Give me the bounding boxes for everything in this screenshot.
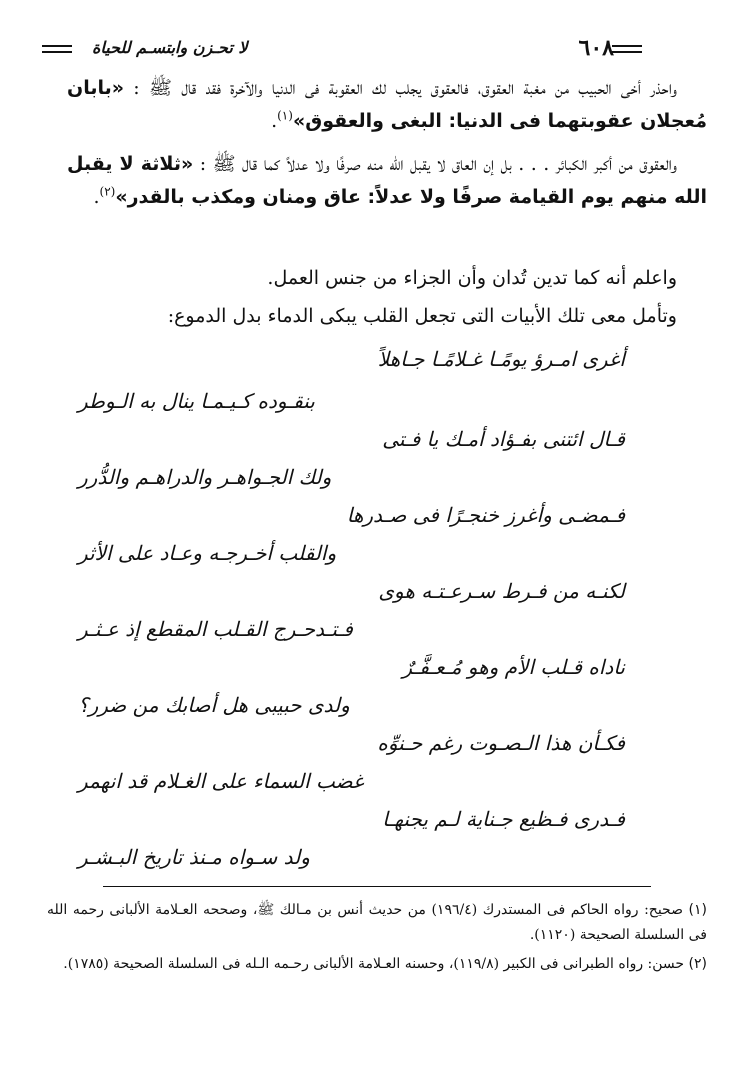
page-header xyxy=(42,34,642,68)
poem-line: لكنـه من فـرط سـرعـتـه هوى xyxy=(378,579,625,603)
poem-line: أغرى امـرؤ يومًـا غـلامًـا جـاهلاً xyxy=(377,347,625,371)
poem-line: فـتـدحـرج القـلب المقطع إذ عـثـر xyxy=(78,617,353,641)
poem-line: بنقـوده كـيـمـا ينال به الـوطر xyxy=(78,389,315,413)
poem-line: والقلب أخـرجـه وعـاد على الأثر xyxy=(78,541,337,565)
paragraph-4 xyxy=(67,300,707,333)
poem-line: قـال ائتنى بفـؤاد أمـك يا فـتى xyxy=(382,427,625,451)
paragraph-3-text: واعلم أنه كما تدين تُدان وأن الجزاء من جنس العمل. xyxy=(267,267,677,289)
footnote-1 xyxy=(47,898,707,948)
footnote-text: صحيح: رواه الحاكم فى المستدرك (١٩٦/٤) من حديث أنس بن مـالك ﷺ، وصححه العـلامة الألبانى رحمه الله فى السلسلة الصحيحة (١١٢٠). xyxy=(47,902,707,943)
footnote-divider xyxy=(103,886,651,887)
running-title: لا تحـزن وابتسـم للحياة xyxy=(92,38,248,57)
paragraph-1 xyxy=(67,72,707,138)
footnote-number: (٢) xyxy=(688,956,707,972)
poem-line: فـدرى فـظيع جـناية لـم يجنهـا xyxy=(382,807,625,831)
poem-line: ولك الجـواهـر والدراهـم والدُّرر xyxy=(78,465,332,489)
paragraph-2-text: والعقوق من أكبر الكبائر . . . بل إن العاق لا يقبل الله منه صرفًا ولا عدلاً كما قال ﷺ : xyxy=(193,153,677,175)
hadith-quote-1: «بابان مُعجلان عقوبتهما فى الدنيا: البغى والعقوق» xyxy=(67,77,707,132)
poem xyxy=(0,336,755,896)
poem-line: غضب السماء على الغـلام قد انهمر xyxy=(78,769,364,793)
footnote-ref-1: (١) xyxy=(277,108,293,123)
poem-line: ناداه قـلب الأم وهو مُـعـفَّـرٌ xyxy=(402,655,625,679)
hadith-quote-2: «ثلاثة لا يقبل الله منهم يوم القيامة صرفًا ولا عدلاً: عاق ومنان ومكذب بالقدر» xyxy=(67,153,707,208)
paragraph-1-end: . xyxy=(271,110,278,132)
header-rule-right xyxy=(612,45,642,53)
poem-line: فكـأن هذا الـصـوت رغم حـنوِّه xyxy=(377,731,625,755)
poem-line: ولدى حبيبى هل أصابك من ضرر؟ xyxy=(78,693,350,717)
footnote-number: (١) xyxy=(688,902,707,918)
page-number: ٦٠٨ xyxy=(578,35,614,61)
poem-line: فـمضـى وأغرز خنجـرًا فى صـدرها xyxy=(346,503,625,527)
footnotes xyxy=(47,898,707,981)
footnote-text: حسن: رواه الطبرانى فى الكبير (١١٩/٨)، وحسنه العـلامة الألبانى رحـمه الـله فى السلسلة الصحيحة (١٧٨٥). xyxy=(63,956,685,972)
paragraph-3 xyxy=(67,262,707,295)
footnote-ref-2: (٢) xyxy=(99,184,116,199)
paragraph-1-text: واحذر أخى الحبيب من مغبة العقوق، فالعقوق يجلب لك العقوبة فى الدنيا والآخرة فقد قال ﷺ : xyxy=(124,77,677,99)
footnote-2 xyxy=(47,952,707,977)
poem-line: ولد سـواه مـنذ تاريخ البـشـر xyxy=(78,845,310,869)
header-rule-left xyxy=(42,45,72,53)
paragraph-4-text: وتأمل معى تلك الأبيات التى تجعل القلب يبكى الدماء بدل الدموع: xyxy=(167,305,677,327)
paragraph-2 xyxy=(67,148,707,214)
paragraph-2-end: . xyxy=(93,186,100,208)
